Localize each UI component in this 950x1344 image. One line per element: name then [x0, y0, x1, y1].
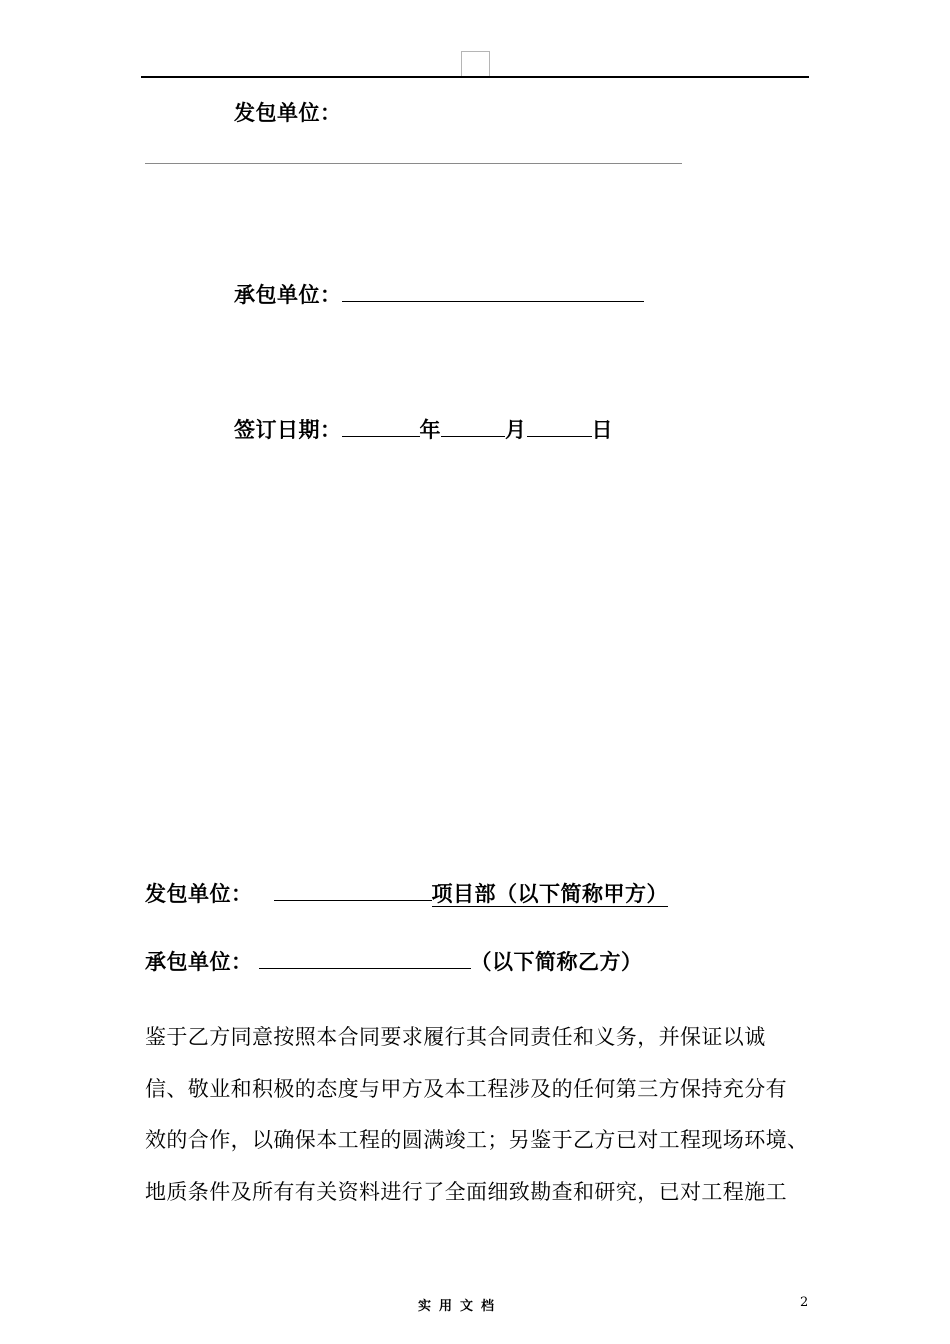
- body-contractor-blank[interactable]: [259, 947, 471, 969]
- cover-year-blank[interactable]: [342, 415, 420, 437]
- body-contractor-suffix: （以下简称乙方）: [470, 949, 643, 974]
- page-number: 2: [800, 1295, 809, 1310]
- paragraph-line: 信、敬业和积极的态度与甲方及本工程涉及的任何第三方保持充分有: [145, 1076, 787, 1101]
- body-employer-line: [145, 878, 668, 908]
- cover-sign-date-line: [234, 414, 613, 444]
- cover-contractor-blank[interactable]: [342, 280, 644, 302]
- body-employer-blank[interactable]: [274, 879, 432, 901]
- body-employer-label: 发包单位：: [145, 881, 253, 906]
- paragraph-line: 地质条件及所有有关资料进行了全面细致勘查和研究，已对工程施工: [145, 1179, 787, 1204]
- cover-contractor-label: 承包单位：: [234, 282, 342, 307]
- header-rule: [141, 76, 809, 78]
- cover-year-char: 年: [419, 417, 441, 442]
- cover-month-blank[interactable]: [441, 415, 505, 437]
- cover-month-char: 月: [505, 417, 527, 442]
- body-contractor-line: [145, 946, 643, 976]
- header-tab-box: [461, 51, 490, 77]
- cover-contractor-line: [234, 279, 644, 309]
- cover-employer-line: [234, 97, 342, 127]
- body-paragraph: [145, 1012, 810, 1218]
- footer-label: 实用文档: [418, 1299, 503, 1314]
- cover-day-char: 日: [591, 417, 613, 442]
- cover-employer-rule: [145, 163, 682, 164]
- body-contractor-label: 承包单位：: [145, 949, 253, 974]
- paragraph-line: 鉴于乙方同意按照本合同要求履行其合同责任和义务，并保证以诚: [145, 1025, 766, 1049]
- cover-day-blank[interactable]: [527, 415, 592, 437]
- paragraph-line: 效的合作，以确保本工程的圆满竣工；另鉴于乙方已对工程现场环境、: [145, 1128, 809, 1152]
- body-employer-suffix: 项目部（以下简称甲方）: [431, 881, 668, 906]
- cover-sign-date-label: 签订日期：: [234, 417, 342, 442]
- cover-employer-label: 发包单位：: [234, 100, 342, 125]
